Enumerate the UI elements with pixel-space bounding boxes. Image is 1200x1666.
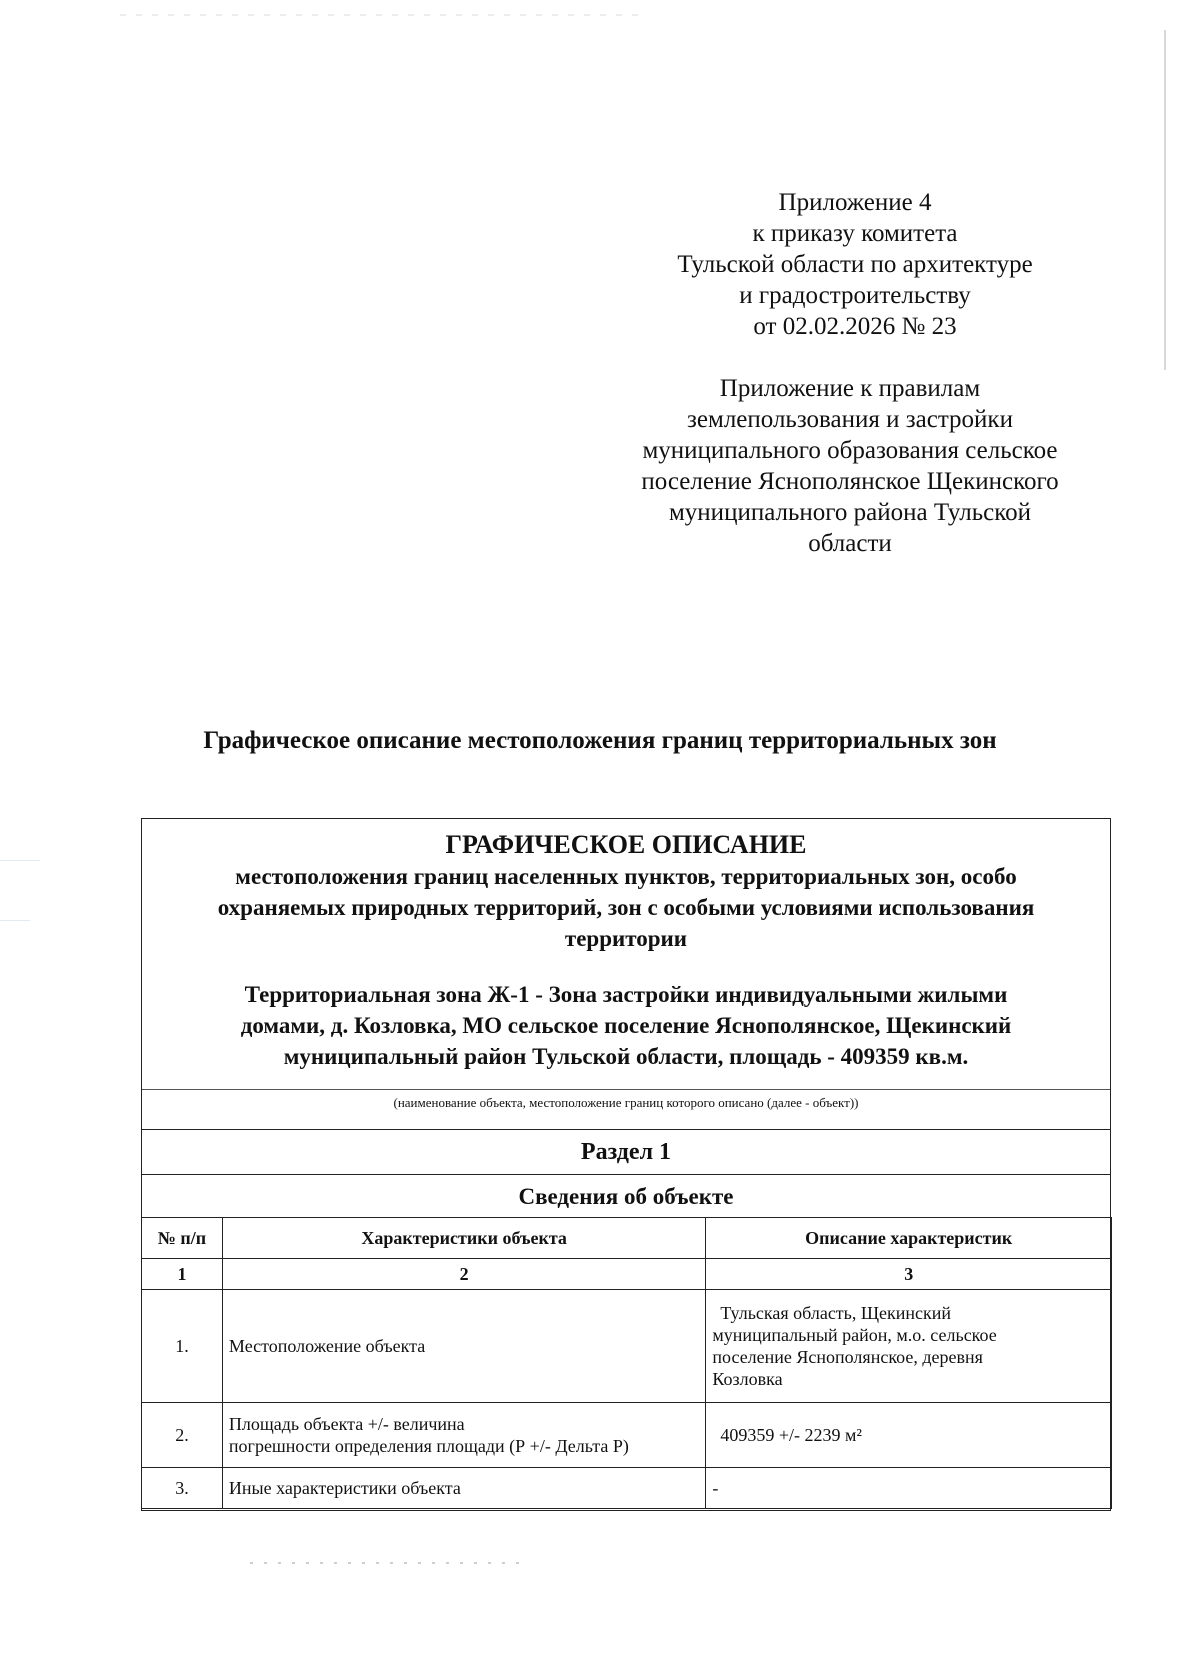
scan-edge-line [1164,30,1166,370]
cell-line: погрешности определения площади (Р +/- Дельта Р) [228,1436,629,1456]
row-description [706,1403,1112,1468]
appendix-rules-header [600,373,1100,559]
form-subtitle-line: территории [564,926,688,951]
form-subtitle-line: охраняемых природных территорий, зон с особыми условиями использования [217,895,1035,920]
appendix-line: области [808,530,892,557]
row-characteristic [222,1468,705,1509]
cell-line: Иные характеристики объекта [228,1478,461,1498]
cell-line: муниципальный район, м.о. сельское [712,1325,997,1345]
column-number: 2 [222,1259,705,1290]
divider [142,1089,1110,1090]
form-title: ГРАФИЧЕСКОЕ ОПИСАНИЕ [445,830,807,859]
form-subtitle [142,861,1110,954]
row-number: 2. [142,1403,223,1468]
row-characteristic [222,1403,705,1468]
form-subtitle-line: местоположения границ населенных пунктов, территориальных зон, особо [235,864,1017,889]
scan-artifact [250,1562,530,1564]
table-row [142,1468,1112,1509]
appendix-line: муниципального района Тульской [668,499,1032,526]
cell-line: Тульская область, Щекинский [720,1303,952,1323]
appendix-line: поселение Яснополянское Щекинского [641,468,1059,495]
appendix-line: от 02.02.2026 № 23 [753,313,957,340]
cell-line: поселение Яснополянское, деревня [712,1347,983,1367]
table-row [142,1403,1112,1468]
cell-line: 409359 +/- 2239 м² [720,1425,862,1445]
table-header-row [142,1218,1112,1259]
section-heading: Раздел 1 [580,1139,672,1165]
column-number: 3 [706,1259,1112,1290]
scan-edge-mark [0,920,30,921]
appendix-line: Приложение 4 [778,189,932,216]
table-row [142,1290,1112,1403]
row-description [706,1290,1112,1403]
object-caption: (наименование объекта, местоположение границ которого описано (далее - объект)) [393,1095,859,1110]
appendix-line: муниципального образования сельское [642,437,1058,464]
zone-name [142,979,1110,1072]
object-info-table [141,1217,1112,1509]
scan-edge-mark [0,860,40,861]
cell-line: Козловка [712,1369,783,1389]
column-header: Характеристики объекта [222,1218,705,1259]
column-header: Описание характеристик [706,1218,1112,1259]
appendix-line: к приказу комитета [752,220,958,247]
graphic-description-form [141,818,1111,1511]
appendix-4-header [640,187,1070,342]
row-characteristic [222,1290,705,1403]
row-number: 3. [142,1468,223,1509]
row-description [706,1468,1112,1509]
cell-line: Местоположение объекта [228,1336,426,1356]
appendix-line: Приложение к правилам [719,375,981,402]
row-number: 1. [142,1290,223,1403]
section-title: Сведения об объекте [518,1184,734,1209]
zone-name-line: домами, д. Козловка, МО сельское поселение Яснополянское, Щекинский [240,1013,1012,1038]
scan-artifact [120,14,640,16]
appendix-line: Тульской области по архитектуре [677,251,1033,278]
column-header: № п/п [142,1218,223,1259]
cell-line: - [712,1478,719,1498]
document-title: Графическое описание местоположения границ территориальных зон [203,727,997,754]
zone-name-line: муниципальный район Тульской области, площадь - 409359 кв.м. [283,1044,969,1069]
appendix-line: и градостроительству [739,282,971,309]
zone-name-line: Территориальная зона Ж-1 - Зона застройки индивидуальными жилыми [244,982,1008,1007]
cell-line: Площадь объекта +/- величина [228,1414,465,1434]
column-number-row [142,1259,1112,1290]
column-number: 1 [142,1259,223,1290]
appendix-line: землепользования и застройки [687,406,1013,433]
